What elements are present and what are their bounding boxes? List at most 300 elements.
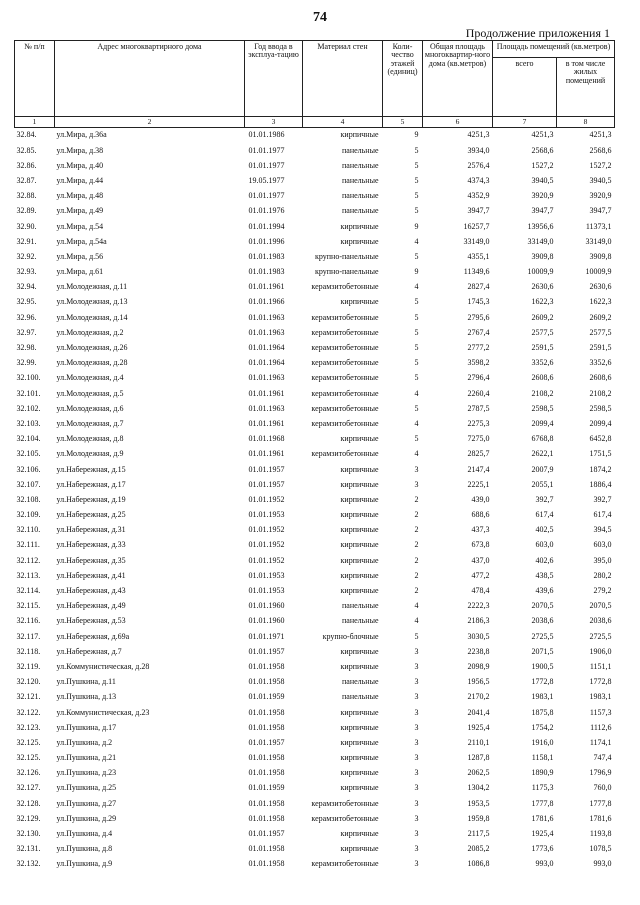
row-number: 32.131. [16,844,41,854]
row-number: 32.130. [16,829,41,839]
premises-area-cell: 1925,4 [531,829,554,839]
table-row [15,599,615,614]
row-number: 32.106. [16,464,41,474]
premises-area-cell: 2099,4 [531,418,554,428]
address-cell: ул.Мира, д.49 [56,206,104,216]
wall-material-cell: крупно-блочные [322,631,379,641]
wall-material-cell: панельные [341,145,379,155]
table-row [15,827,615,842]
total-area-cell: 4352,9 [467,191,490,201]
floors-cell: 3 [414,768,419,778]
total-area-cell: 3947,7 [467,206,490,216]
year-cell: 01.01.1958 [248,661,285,671]
row-number: 32.99. [16,358,37,368]
total-area-cell: 2041,4 [467,707,490,717]
year-cell: 19.05.1977 [248,175,285,185]
address-cell: ул.Мира, д.44 [56,175,104,185]
floors-cell: 5 [414,312,419,322]
residential-area-cell: 2038,6 [589,616,612,626]
year-cell: 01.01.1961 [248,449,285,459]
address-cell: ул.Мира, д.40 [56,160,104,170]
table-row [15,356,615,371]
year-cell: 01.01.1994 [248,221,285,231]
address-cell: ул.Пушкина, д.11 [56,677,116,687]
row-number: 32.110. [16,525,41,535]
row-number: 32.84. [16,130,37,140]
row-number: 32.113. [16,570,41,580]
floors-cell: 5 [414,191,419,201]
total-area-cell: 4355,1 [467,251,490,261]
premises-area-cell: 2007,9 [531,464,554,474]
premises-area-cell: 1622,3 [531,297,554,307]
year-cell: 01.01.1976 [248,206,285,216]
total-area-cell: 2147,4 [467,464,490,474]
address-cell: ул.Набережная, д.31 [56,525,126,535]
floors-cell: 3 [414,737,419,747]
address-cell: ул.Коммунистическая, д.23 [56,707,150,717]
wall-material-cell: панельные [341,175,379,185]
residential-area-cell: 1781,6 [589,813,612,823]
total-area-cell: 2117,5 [467,829,490,839]
residential-area-cell: 2591,5 [589,343,612,353]
address-cell: ул.Мира, д.61 [56,267,104,277]
address-cell: ул.Пушкина, д.8 [56,844,113,854]
year-cell: 01.01.1961 [248,388,285,398]
residential-area-cell: 3352,6 [589,358,612,368]
row-number: 32.105. [16,449,41,459]
wall-material-cell: крупно-панельные [314,251,379,261]
residential-area-cell: 747,4 [593,753,612,763]
address-cell: ул.Молодежная, д.6 [56,403,124,413]
total-area-cell: 2170,2 [467,692,490,702]
row-number: 32.128. [16,798,41,808]
total-area-cell: 477,2 [471,570,490,580]
wall-material-cell: керамзитобетонные [311,798,379,808]
table-row [15,447,615,462]
table-row [15,644,615,659]
table-row [15,857,615,872]
premises-area-cell: 2622,1 [531,449,554,459]
row-number: 32.109. [16,510,41,520]
year-cell: 01.01.1966 [248,297,285,307]
row-number: 32.120. [16,677,41,687]
row-number: 32.123. [16,722,41,732]
premises-area-cell: 1754,2 [531,722,554,732]
residential-area-cell: 4251,3 [589,130,612,140]
table-row [15,417,615,432]
floors-cell: 5 [414,434,419,444]
row-number: 32.100. [16,373,41,383]
residential-area-cell: 3947,7 [589,206,612,216]
floors-cell: 5 [414,358,419,368]
address-cell: ул.Пушкина, д.2 [56,737,113,747]
year-cell: 01.01.1963 [248,403,285,413]
premises-area-cell: 603,0 [535,540,554,550]
wall-material-cell: кирпичные [340,707,379,717]
table-row [15,523,615,538]
total-area-cell: 2767,4 [467,327,490,337]
wall-material-cell: кирпичные [340,646,379,656]
table-row [15,280,615,295]
residential-area-cell: 10009,9 [585,267,612,277]
residential-area-cell: 1886,4 [589,479,612,489]
year-cell: 01.01.1958 [248,768,285,778]
total-area-cell: 478,4 [471,586,490,596]
residential-area-cell: 1527,2 [589,160,612,170]
address-cell: ул.Пушкина, д.29 [56,813,117,823]
floors-cell: 5 [414,145,419,155]
premises-area-cell: 1772,8 [531,677,554,687]
address-cell: ул.Пушкина, д.21 [56,753,117,763]
table-row [15,234,615,249]
residential-area-cell: 1772,8 [589,677,612,687]
row-number: 32.119. [16,661,41,671]
floors-cell: 9 [414,221,419,231]
residential-area-cell: 279,2 [593,586,612,596]
row-number: 32.121. [16,692,41,702]
floors-cell: 2 [414,510,419,520]
total-area-cell: 4251,3 [467,130,490,140]
row-number: 32.89. [16,206,37,216]
year-cell: 01.01.1958 [248,859,285,869]
premises-area-cell: 439,6 [535,586,554,596]
premises-area-cell: 2608,6 [531,373,554,383]
total-area-cell: 437,3 [471,525,490,535]
premises-area-cell: 2725,5 [531,631,554,641]
year-cell: 01.01.1986 [248,130,285,140]
table-row [15,174,615,189]
premises-area-cell: 2070,5 [531,601,554,611]
apartment-buildings-table [14,40,615,872]
table-row [15,766,615,781]
wall-material-cell: кирпичные [340,494,379,504]
year-cell: 01.01.1952 [248,525,285,535]
total-area-cell: 1287,8 [467,753,490,763]
wall-material-cell: кирпичные [340,661,379,671]
residential-area-cell: 603,0 [593,540,612,550]
floors-cell: 3 [414,798,419,808]
year-cell: 01.01.1958 [248,707,285,717]
address-cell: ул.Набережная, д.25 [56,510,126,520]
floors-cell: 3 [414,783,419,793]
address-cell: ул.Молодежная, д.7 [56,418,124,428]
column-number: 7 [493,117,557,128]
residential-area-cell: 3920,9 [589,191,612,201]
premises-area-cell: 1890,9 [531,768,554,778]
floors-cell: 5 [414,206,419,216]
row-number: 32.125. [16,737,41,747]
residential-area-cell: 2630,6 [589,282,612,292]
table-row [15,568,615,583]
total-area-cell: 2225,1 [467,479,490,489]
row-number: 32.101. [16,388,41,398]
header-total-area: Общая площадь многоквартир-ного дома (кв.метров) [423,41,493,117]
total-area-cell: 2222,3 [467,601,490,611]
wall-material-cell: керамзитобетонные [311,373,379,383]
wall-material-cell: панельные [341,677,379,687]
premises-area-cell: 392,7 [535,494,554,504]
year-cell: 01.01.1953 [248,510,285,520]
table-body [15,128,615,873]
table-row [15,143,615,158]
floors-cell: 5 [414,297,419,307]
table-row [15,325,615,340]
floors-cell: 2 [414,586,419,596]
residential-area-cell: 3940,5 [589,175,612,185]
floors-cell: 2 [414,494,419,504]
wall-material-cell: керамзитобетонные [311,449,379,459]
wall-material-cell: керамзитобетонные [311,403,379,413]
premises-area-cell: 1158,1 [531,753,554,763]
floors-cell: 3 [414,753,419,763]
address-cell: ул.Набережная, д.69а [56,631,130,641]
total-area-cell: 2576,4 [467,160,490,170]
premises-area-cell: 1773,6 [531,844,554,854]
residential-area-cell: 1112,6 [590,722,612,732]
row-number: 32.125. [16,753,41,763]
year-cell: 01.01.1968 [248,434,285,444]
address-cell: ул.Набережная, д.7 [56,646,122,656]
total-area-cell: 2787,5 [467,403,490,413]
address-cell: ул.Пушкина, д.27 [56,798,117,808]
address-cell: ул.Набережная, д.33 [56,540,126,550]
row-number: 32.92. [16,251,37,261]
floors-cell: 4 [414,282,419,292]
row-number: 32.102. [16,403,41,413]
row-number: 32.122. [16,707,41,717]
residential-area-cell: 2598,5 [589,403,612,413]
wall-material-cell: панельные [341,692,379,702]
address-cell: ул.Молодежная, д.28 [56,358,128,368]
total-area-cell: 2275,3 [467,418,490,428]
total-area-cell: 2110,1 [467,737,490,747]
premises-area-cell: 2071,5 [531,646,554,656]
table-row [15,265,615,280]
floors-cell: 4 [414,449,419,459]
total-area-cell: 4374,3 [467,175,490,185]
row-number: 32.91. [16,236,37,246]
floors-cell: 3 [414,661,419,671]
total-area-cell: 2795,6 [467,312,490,322]
wall-material-cell: керамзитобетонные [311,813,379,823]
year-cell: 01.01.1957 [248,479,285,489]
year-cell: 01.01.1961 [248,418,285,428]
table-row [15,386,615,401]
year-cell: 01.01.1977 [248,145,285,155]
year-cell: 01.01.1971 [248,631,285,641]
residential-area-cell: 2725,5 [589,631,612,641]
floors-cell: 3 [414,722,419,732]
year-cell: 01.01.1953 [248,570,285,580]
premises-area-cell: 3920,9 [531,191,554,201]
total-area-cell: 3598,2 [467,358,490,368]
column-number: 3 [245,117,303,128]
continuation-caption: Продолжение приложения 1 [465,26,610,40]
year-cell: 01.01.1959 [248,783,285,793]
total-area-cell: 1953,5 [467,798,490,808]
floors-cell: 3 [414,677,419,687]
table-row [15,553,615,568]
table-row [15,250,615,265]
table-row [15,705,615,720]
floors-cell: 4 [414,418,419,428]
residential-area-cell: 394,5 [593,525,612,535]
address-cell: ул.Набережная, д.49 [56,601,126,611]
wall-material-cell: кирпичные [340,236,379,246]
residential-area-cell: 2070,5 [589,601,612,611]
row-number: 32.95. [16,297,37,307]
floors-cell: 3 [414,692,419,702]
table-row [15,675,615,690]
address-cell: ул.Мира, д.54а [56,236,107,246]
wall-material-cell: кирпичные [340,555,379,565]
wall-material-cell: кирпичные [340,586,379,596]
wall-material-cell: кирпичные [340,768,379,778]
floors-cell: 5 [414,373,419,383]
residential-area-cell: 6452,8 [589,434,612,444]
total-area-cell: 1959,8 [467,813,490,823]
year-cell: 01.01.1961 [248,282,285,292]
address-cell: ул.Мира, д.36а [56,130,107,140]
wall-material-cell: керамзитобетонные [311,388,379,398]
address-cell: ул.Молодежная, д.5 [56,388,124,398]
year-cell: 01.01.1964 [248,343,285,353]
year-cell: 01.01.1959 [248,692,285,702]
year-cell: 01.01.1958 [248,813,285,823]
year-cell: 01.01.1977 [248,160,285,170]
wall-material-cell: кирпичные [340,737,379,747]
year-cell: 01.01.1952 [248,494,285,504]
address-cell: ул.Набережная, д.41 [56,570,126,580]
premises-area-cell: 2609,2 [531,312,554,322]
residential-area-cell: 1796,9 [589,768,612,778]
residential-area-cell: 1078,5 [589,844,612,854]
year-cell: 01.01.1977 [248,191,285,201]
table-row [15,811,615,826]
premises-area-cell: 3352,6 [531,358,554,368]
floors-cell: 9 [414,267,419,277]
residential-area-cell: 993,0 [593,859,612,869]
address-cell: ул.Мира, д.56 [56,251,104,261]
year-cell: 01.01.1952 [248,555,285,565]
year-cell: 01.01.1958 [248,844,285,854]
floors-cell: 3 [414,859,419,869]
address-cell: ул.Молодежная, д.4 [56,373,124,383]
floors-cell: 3 [414,479,419,489]
wall-material-cell: кирпичные [340,525,379,535]
year-cell: 01.01.1957 [248,646,285,656]
row-number: 32.115. [16,601,41,611]
wall-material-cell: кирпичные [340,570,379,580]
row-number: 32.127. [16,783,41,793]
residential-area-cell: 1751,5 [589,449,612,459]
header-premises-all: всего [493,58,557,117]
address-cell: ул.Набережная, д.43 [56,586,126,596]
total-area-cell: 688,6 [471,510,490,520]
table-row [15,295,615,310]
address-cell: ул.Пушкина, д.25 [56,783,117,793]
premises-area-cell: 1900,5 [531,661,554,671]
total-area-cell: 3934,0 [467,145,490,155]
premises-area-cell: 13956,6 [527,221,554,231]
year-cell: 01.01.1960 [248,601,285,611]
residential-area-cell: 1157,3 [589,707,612,717]
wall-material-cell: кирпичные [340,464,379,474]
year-cell: 01.01.1952 [248,540,285,550]
row-number: 32.112. [16,555,41,565]
year-cell: 01.01.1960 [248,616,285,626]
total-area-cell: 2825,7 [467,449,490,459]
table-row [15,401,615,416]
total-area-cell: 3030,5 [467,631,490,641]
table-row [15,128,615,144]
row-number: 32.117. [16,631,41,641]
wall-material-cell: панельные [341,601,379,611]
table-row [15,751,615,766]
wall-material-cell: керамзитобетонные [311,312,379,322]
address-cell: ул.Молодежная, д.26 [56,343,128,353]
premises-area-cell: 617,4 [535,510,554,520]
wall-material-cell: панельные [341,616,379,626]
table-row [15,493,615,508]
total-area-cell: 33149,0 [463,236,490,246]
residential-area-cell: 33149,0 [585,236,612,246]
year-cell: 01.01.1957 [248,464,285,474]
row-number: 32.108. [16,494,41,504]
address-cell: ул.Молодежная, д.14 [56,312,128,322]
row-number: 32.132. [16,859,41,869]
row-number: 32.90. [16,221,37,231]
premises-area-cell: 3940,5 [531,175,554,185]
premises-area-cell: 402,5 [535,525,554,535]
table-row [15,660,615,675]
row-number: 32.97. [16,327,37,337]
premises-area-cell: 1527,2 [531,160,554,170]
header-floors: Коли-чество этажей (единиц) [383,41,423,117]
table-row [15,158,615,173]
header-residential: в том числе жилых помещений [557,58,615,117]
floors-cell: 2 [414,540,419,550]
total-area-cell: 439,0 [471,494,490,504]
table-row [15,508,615,523]
wall-material-cell: кирпичные [340,434,379,444]
table-row [15,781,615,796]
table-row [15,690,615,705]
address-cell: ул.Пушкина, д.4 [56,829,113,839]
year-cell: 01.01.1957 [248,737,285,747]
table-row [15,538,615,553]
floors-cell: 3 [414,646,419,656]
row-number: 32.96. [16,312,37,322]
address-cell: ул.Молодежная, д.9 [56,449,124,459]
wall-material-cell: керамзитобетонные [311,343,379,353]
row-number: 32.88. [16,191,37,201]
wall-material-cell: керамзитобетонные [311,358,379,368]
premises-area-cell: 2630,6 [531,282,554,292]
year-cell: 01.01.1963 [248,312,285,322]
residential-area-cell: 2608,6 [589,373,612,383]
total-area-cell: 2238,8 [467,646,490,656]
floors-cell: 5 [414,160,419,170]
floors-cell: 9 [414,130,419,140]
residential-area-cell: 760,0 [593,783,612,793]
residential-area-cell: 11373,1 [585,221,612,231]
column-number: 4 [303,117,383,128]
total-area-cell: 2085,2 [467,844,490,854]
total-area-cell: 11349,6 [463,267,490,277]
column-number: 1 [15,117,55,128]
floors-cell: 3 [414,813,419,823]
